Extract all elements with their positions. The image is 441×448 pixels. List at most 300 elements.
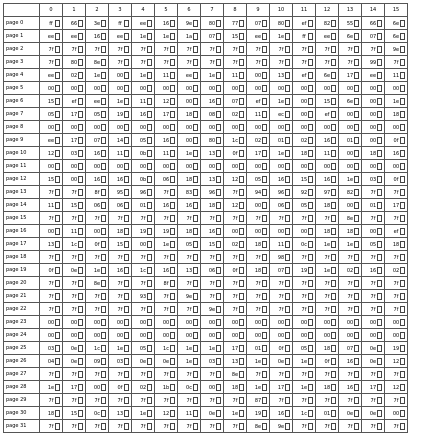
cell-checkbox-icon[interactable] <box>285 319 290 326</box>
byte-cell[interactable] <box>178 251 201 264</box>
cell-checkbox-icon[interactable] <box>239 345 244 352</box>
cell-checkbox-icon[interactable] <box>78 189 83 196</box>
byte-cell[interactable] <box>86 407 109 420</box>
cell-checkbox-icon[interactable] <box>101 46 106 53</box>
cell-checkbox-icon[interactable] <box>377 410 382 417</box>
cell-checkbox-icon[interactable] <box>101 371 106 378</box>
byte-cell[interactable] <box>293 30 316 43</box>
byte-cell[interactable] <box>385 277 408 290</box>
byte-cell[interactable] <box>293 394 316 407</box>
cell-checkbox-icon[interactable] <box>354 137 359 144</box>
cell-checkbox-icon[interactable] <box>216 150 221 157</box>
byte-cell[interactable] <box>201 108 224 121</box>
byte-cell[interactable] <box>40 160 63 173</box>
byte-cell[interactable] <box>86 225 109 238</box>
byte-cell[interactable] <box>316 329 339 342</box>
byte-cell[interactable] <box>270 251 293 264</box>
cell-checkbox-icon[interactable] <box>377 319 382 326</box>
byte-cell[interactable] <box>339 108 362 121</box>
byte-cell[interactable] <box>178 290 201 303</box>
cell-checkbox-icon[interactable] <box>170 163 175 170</box>
byte-cell[interactable] <box>247 251 270 264</box>
cell-checkbox-icon[interactable] <box>78 241 83 248</box>
cell-checkbox-icon[interactable] <box>377 397 382 404</box>
byte-cell[interactable] <box>247 394 270 407</box>
cell-checkbox-icon[interactable] <box>147 20 152 27</box>
cell-checkbox-icon[interactable] <box>147 215 152 222</box>
cell-checkbox-icon[interactable] <box>101 72 106 79</box>
cell-checkbox-icon[interactable] <box>147 332 152 339</box>
cell-checkbox-icon[interactable] <box>331 163 336 170</box>
byte-cell[interactable] <box>201 56 224 69</box>
byte-cell[interactable] <box>316 56 339 69</box>
byte-cell[interactable] <box>339 147 362 160</box>
cell-checkbox-icon[interactable] <box>308 410 313 417</box>
byte-cell[interactable] <box>178 212 201 225</box>
cell-checkbox-icon[interactable] <box>239 150 244 157</box>
cell-checkbox-icon[interactable] <box>78 358 83 365</box>
byte-cell[interactable] <box>86 134 109 147</box>
cell-checkbox-icon[interactable] <box>193 306 198 313</box>
cell-checkbox-icon[interactable] <box>285 46 290 53</box>
cell-checkbox-icon[interactable] <box>170 410 175 417</box>
cell-checkbox-icon[interactable] <box>55 319 60 326</box>
cell-checkbox-icon[interactable] <box>377 33 382 40</box>
byte-cell[interactable] <box>40 225 63 238</box>
cell-checkbox-icon[interactable] <box>170 46 175 53</box>
cell-checkbox-icon[interactable] <box>170 423 175 430</box>
cell-checkbox-icon[interactable] <box>216 241 221 248</box>
cell-checkbox-icon[interactable] <box>193 358 198 365</box>
cell-checkbox-icon[interactable] <box>78 254 83 261</box>
cell-checkbox-icon[interactable] <box>308 163 313 170</box>
byte-cell[interactable] <box>224 342 247 355</box>
cell-checkbox-icon[interactable] <box>331 371 336 378</box>
cell-checkbox-icon[interactable] <box>101 267 106 274</box>
byte-cell[interactable] <box>339 69 362 82</box>
cell-checkbox-icon[interactable] <box>193 215 198 222</box>
byte-cell[interactable] <box>293 160 316 173</box>
byte-cell[interactable] <box>224 420 247 433</box>
byte-cell[interactable] <box>40 407 63 420</box>
byte-cell[interactable] <box>224 43 247 56</box>
cell-checkbox-icon[interactable] <box>216 189 221 196</box>
cell-checkbox-icon[interactable] <box>354 150 359 157</box>
byte-cell[interactable] <box>293 173 316 186</box>
cell-checkbox-icon[interactable] <box>124 384 129 391</box>
byte-cell[interactable] <box>293 407 316 420</box>
byte-cell[interactable] <box>316 173 339 186</box>
byte-cell[interactable] <box>109 69 132 82</box>
byte-cell[interactable] <box>385 30 408 43</box>
cell-checkbox-icon[interactable] <box>331 293 336 300</box>
byte-cell[interactable] <box>109 95 132 108</box>
cell-checkbox-icon[interactable] <box>331 228 336 235</box>
byte-cell[interactable] <box>178 43 201 56</box>
cell-checkbox-icon[interactable] <box>331 202 336 209</box>
cell-checkbox-icon[interactable] <box>124 46 129 53</box>
cell-checkbox-icon[interactable] <box>124 202 129 209</box>
byte-cell[interactable] <box>224 95 247 108</box>
byte-cell[interactable] <box>109 212 132 225</box>
byte-cell[interactable] <box>270 303 293 316</box>
cell-checkbox-icon[interactable] <box>55 410 60 417</box>
byte-cell[interactable] <box>247 277 270 290</box>
byte-cell[interactable] <box>178 82 201 95</box>
cell-checkbox-icon[interactable] <box>331 176 336 183</box>
byte-cell[interactable] <box>86 420 109 433</box>
cell-checkbox-icon[interactable] <box>78 124 83 131</box>
byte-cell[interactable] <box>362 160 385 173</box>
cell-checkbox-icon[interactable] <box>55 46 60 53</box>
byte-cell[interactable] <box>86 121 109 134</box>
byte-cell[interactable] <box>40 199 63 212</box>
cell-checkbox-icon[interactable] <box>400 72 405 79</box>
cell-checkbox-icon[interactable] <box>170 59 175 66</box>
byte-cell[interactable] <box>201 303 224 316</box>
byte-cell[interactable] <box>270 329 293 342</box>
cell-checkbox-icon[interactable] <box>354 111 359 118</box>
byte-cell[interactable] <box>224 251 247 264</box>
byte-cell[interactable] <box>155 17 178 30</box>
cell-checkbox-icon[interactable] <box>170 371 175 378</box>
byte-cell[interactable] <box>224 82 247 95</box>
byte-cell[interactable] <box>339 251 362 264</box>
byte-cell[interactable] <box>132 56 155 69</box>
byte-cell[interactable] <box>178 186 201 199</box>
byte-cell[interactable] <box>293 277 316 290</box>
byte-cell[interactable] <box>224 56 247 69</box>
cell-checkbox-icon[interactable] <box>55 20 60 27</box>
cell-checkbox-icon[interactable] <box>285 124 290 131</box>
cell-checkbox-icon[interactable] <box>216 98 221 105</box>
byte-cell[interactable] <box>270 56 293 69</box>
cell-checkbox-icon[interactable] <box>308 215 313 222</box>
cell-checkbox-icon[interactable] <box>400 371 405 378</box>
byte-cell[interactable] <box>86 95 109 108</box>
byte-cell[interactable] <box>339 43 362 56</box>
byte-cell[interactable] <box>293 290 316 303</box>
cell-checkbox-icon[interactable] <box>101 189 106 196</box>
byte-cell[interactable] <box>40 30 63 43</box>
cell-checkbox-icon[interactable] <box>193 98 198 105</box>
cell-checkbox-icon[interactable] <box>377 293 382 300</box>
byte-cell[interactable] <box>155 368 178 381</box>
byte-cell[interactable] <box>155 212 178 225</box>
byte-cell[interactable] <box>316 342 339 355</box>
cell-checkbox-icon[interactable] <box>285 293 290 300</box>
byte-cell[interactable] <box>201 173 224 186</box>
byte-cell[interactable] <box>385 160 408 173</box>
cell-checkbox-icon[interactable] <box>354 176 359 183</box>
byte-cell[interactable] <box>86 160 109 173</box>
cell-checkbox-icon[interactable] <box>285 150 290 157</box>
cell-checkbox-icon[interactable] <box>308 228 313 235</box>
cell-checkbox-icon[interactable] <box>285 345 290 352</box>
byte-cell[interactable] <box>247 160 270 173</box>
cell-checkbox-icon[interactable] <box>147 267 152 274</box>
byte-cell[interactable] <box>247 407 270 420</box>
cell-checkbox-icon[interactable] <box>331 137 336 144</box>
byte-cell[interactable] <box>270 238 293 251</box>
byte-cell[interactable] <box>132 160 155 173</box>
cell-checkbox-icon[interactable] <box>216 137 221 144</box>
byte-cell[interactable] <box>293 342 316 355</box>
cell-checkbox-icon[interactable] <box>78 163 83 170</box>
byte-cell[interactable] <box>109 368 132 381</box>
byte-cell[interactable] <box>270 264 293 277</box>
cell-checkbox-icon[interactable] <box>239 280 244 287</box>
cell-checkbox-icon[interactable] <box>78 176 83 183</box>
cell-checkbox-icon[interactable] <box>308 85 313 92</box>
cell-checkbox-icon[interactable] <box>331 98 336 105</box>
cell-checkbox-icon[interactable] <box>170 124 175 131</box>
cell-checkbox-icon[interactable] <box>354 72 359 79</box>
byte-cell[interactable] <box>385 121 408 134</box>
byte-cell[interactable] <box>63 394 86 407</box>
cell-checkbox-icon[interactable] <box>193 371 198 378</box>
byte-cell[interactable] <box>155 342 178 355</box>
cell-checkbox-icon[interactable] <box>78 202 83 209</box>
byte-cell[interactable] <box>362 420 385 433</box>
byte-cell[interactable] <box>63 160 86 173</box>
cell-checkbox-icon[interactable] <box>377 228 382 235</box>
cell-checkbox-icon[interactable] <box>193 150 198 157</box>
byte-cell[interactable] <box>109 108 132 121</box>
cell-checkbox-icon[interactable] <box>124 163 129 170</box>
byte-cell[interactable] <box>201 329 224 342</box>
cell-checkbox-icon[interactable] <box>262 163 267 170</box>
byte-cell[interactable] <box>63 82 86 95</box>
cell-checkbox-icon[interactable] <box>400 345 405 352</box>
byte-cell[interactable] <box>316 69 339 82</box>
byte-cell[interactable] <box>40 121 63 134</box>
cell-checkbox-icon[interactable] <box>331 215 336 222</box>
cell-checkbox-icon[interactable] <box>124 124 129 131</box>
cell-checkbox-icon[interactable] <box>124 410 129 417</box>
cell-checkbox-icon[interactable] <box>124 150 129 157</box>
byte-cell[interactable] <box>316 407 339 420</box>
cell-checkbox-icon[interactable] <box>101 202 106 209</box>
cell-checkbox-icon[interactable] <box>400 163 405 170</box>
byte-cell[interactable] <box>155 56 178 69</box>
byte-cell[interactable] <box>63 316 86 329</box>
cell-checkbox-icon[interactable] <box>285 371 290 378</box>
byte-cell[interactable] <box>270 420 293 433</box>
byte-cell[interactable] <box>109 355 132 368</box>
cell-checkbox-icon[interactable] <box>308 423 313 430</box>
cell-checkbox-icon[interactable] <box>170 189 175 196</box>
byte-cell[interactable] <box>201 277 224 290</box>
cell-checkbox-icon[interactable] <box>147 124 152 131</box>
byte-cell[interactable] <box>362 17 385 30</box>
byte-cell[interactable] <box>247 173 270 186</box>
byte-cell[interactable] <box>316 147 339 160</box>
byte-cell[interactable] <box>385 95 408 108</box>
cell-checkbox-icon[interactable] <box>124 280 129 287</box>
byte-cell[interactable] <box>178 56 201 69</box>
byte-cell[interactable] <box>132 394 155 407</box>
byte-cell[interactable] <box>362 95 385 108</box>
cell-checkbox-icon[interactable] <box>377 98 382 105</box>
byte-cell[interactable] <box>362 251 385 264</box>
cell-checkbox-icon[interactable] <box>216 46 221 53</box>
byte-cell[interactable] <box>316 303 339 316</box>
byte-cell[interactable] <box>293 95 316 108</box>
cell-checkbox-icon[interactable] <box>170 358 175 365</box>
byte-cell[interactable] <box>40 355 63 368</box>
cell-checkbox-icon[interactable] <box>400 59 405 66</box>
byte-cell[interactable] <box>316 290 339 303</box>
byte-cell[interactable] <box>339 238 362 251</box>
cell-checkbox-icon[interactable] <box>285 33 290 40</box>
cell-checkbox-icon[interactable] <box>170 85 175 92</box>
byte-cell[interactable] <box>339 160 362 173</box>
cell-checkbox-icon[interactable] <box>239 215 244 222</box>
byte-cell[interactable] <box>247 355 270 368</box>
byte-cell[interactable] <box>109 225 132 238</box>
cell-checkbox-icon[interactable] <box>101 85 106 92</box>
cell-checkbox-icon[interactable] <box>308 332 313 339</box>
cell-checkbox-icon[interactable] <box>239 371 244 378</box>
cell-checkbox-icon[interactable] <box>308 111 313 118</box>
byte-cell[interactable] <box>362 56 385 69</box>
byte-cell[interactable] <box>362 173 385 186</box>
cell-checkbox-icon[interactable] <box>377 137 382 144</box>
cell-checkbox-icon[interactable] <box>377 332 382 339</box>
cell-checkbox-icon[interactable] <box>216 319 221 326</box>
cell-checkbox-icon[interactable] <box>216 85 221 92</box>
byte-cell[interactable] <box>63 95 86 108</box>
cell-checkbox-icon[interactable] <box>354 163 359 170</box>
cell-checkbox-icon[interactable] <box>216 176 221 183</box>
cell-checkbox-icon[interactable] <box>285 189 290 196</box>
cell-checkbox-icon[interactable] <box>239 267 244 274</box>
byte-cell[interactable] <box>293 56 316 69</box>
cell-checkbox-icon[interactable] <box>101 137 106 144</box>
cell-checkbox-icon[interactable] <box>193 20 198 27</box>
byte-cell[interactable] <box>385 342 408 355</box>
byte-cell[interactable] <box>63 30 86 43</box>
cell-checkbox-icon[interactable] <box>78 332 83 339</box>
byte-cell[interactable] <box>109 56 132 69</box>
cell-checkbox-icon[interactable] <box>285 176 290 183</box>
cell-checkbox-icon[interactable] <box>400 280 405 287</box>
byte-cell[interactable] <box>40 290 63 303</box>
byte-cell[interactable] <box>385 303 408 316</box>
cell-checkbox-icon[interactable] <box>78 410 83 417</box>
byte-cell[interactable] <box>339 225 362 238</box>
byte-cell[interactable] <box>132 17 155 30</box>
cell-checkbox-icon[interactable] <box>400 137 405 144</box>
cell-checkbox-icon[interactable] <box>400 254 405 261</box>
cell-checkbox-icon[interactable] <box>331 280 336 287</box>
byte-cell[interactable] <box>270 355 293 368</box>
cell-checkbox-icon[interactable] <box>239 410 244 417</box>
byte-cell[interactable] <box>40 342 63 355</box>
byte-cell[interactable] <box>293 225 316 238</box>
cell-checkbox-icon[interactable] <box>101 397 106 404</box>
byte-cell[interactable] <box>109 30 132 43</box>
byte-cell[interactable] <box>339 368 362 381</box>
cell-checkbox-icon[interactable] <box>124 241 129 248</box>
cell-checkbox-icon[interactable] <box>78 46 83 53</box>
cell-checkbox-icon[interactable] <box>262 111 267 118</box>
cell-checkbox-icon[interactable] <box>193 163 198 170</box>
byte-cell[interactable] <box>385 290 408 303</box>
byte-cell[interactable] <box>247 212 270 225</box>
byte-cell[interactable] <box>132 212 155 225</box>
cell-checkbox-icon[interactable] <box>216 163 221 170</box>
byte-cell[interactable] <box>339 342 362 355</box>
byte-cell[interactable] <box>155 199 178 212</box>
cell-checkbox-icon[interactable] <box>377 241 382 248</box>
cell-checkbox-icon[interactable] <box>170 293 175 300</box>
cell-checkbox-icon[interactable] <box>377 111 382 118</box>
byte-cell[interactable] <box>86 82 109 95</box>
byte-cell[interactable] <box>40 212 63 225</box>
byte-cell[interactable] <box>86 342 109 355</box>
byte-cell[interactable] <box>247 368 270 381</box>
cell-checkbox-icon[interactable] <box>285 228 290 235</box>
byte-cell[interactable] <box>109 329 132 342</box>
byte-cell[interactable] <box>247 95 270 108</box>
byte-cell[interactable] <box>362 264 385 277</box>
cell-checkbox-icon[interactable] <box>239 46 244 53</box>
cell-checkbox-icon[interactable] <box>239 319 244 326</box>
cell-checkbox-icon[interactable] <box>101 306 106 313</box>
cell-checkbox-icon[interactable] <box>262 150 267 157</box>
cell-checkbox-icon[interactable] <box>216 423 221 430</box>
cell-checkbox-icon[interactable] <box>101 241 106 248</box>
byte-cell[interactable] <box>339 394 362 407</box>
byte-cell[interactable] <box>86 238 109 251</box>
byte-cell[interactable] <box>40 238 63 251</box>
byte-cell[interactable] <box>178 147 201 160</box>
cell-checkbox-icon[interactable] <box>331 150 336 157</box>
byte-cell[interactable] <box>109 199 132 212</box>
byte-cell[interactable] <box>40 251 63 264</box>
cell-checkbox-icon[interactable] <box>147 241 152 248</box>
byte-cell[interactable] <box>362 134 385 147</box>
byte-cell[interactable] <box>201 43 224 56</box>
byte-cell[interactable] <box>316 43 339 56</box>
byte-cell[interactable] <box>155 160 178 173</box>
cell-checkbox-icon[interactable] <box>354 267 359 274</box>
byte-cell[interactable] <box>155 238 178 251</box>
cell-checkbox-icon[interactable] <box>354 189 359 196</box>
byte-cell[interactable] <box>155 420 178 433</box>
cell-checkbox-icon[interactable] <box>262 85 267 92</box>
byte-cell[interactable] <box>293 212 316 225</box>
cell-checkbox-icon[interactable] <box>400 358 405 365</box>
byte-cell[interactable] <box>132 381 155 394</box>
cell-checkbox-icon[interactable] <box>170 397 175 404</box>
cell-checkbox-icon[interactable] <box>308 397 313 404</box>
cell-checkbox-icon[interactable] <box>262 332 267 339</box>
cell-checkbox-icon[interactable] <box>170 241 175 248</box>
byte-cell[interactable] <box>132 264 155 277</box>
byte-cell[interactable] <box>385 238 408 251</box>
byte-cell[interactable] <box>362 30 385 43</box>
cell-checkbox-icon[interactable] <box>331 241 336 248</box>
byte-cell[interactable] <box>109 17 132 30</box>
cell-checkbox-icon[interactable] <box>400 397 405 404</box>
byte-cell[interactable] <box>201 342 224 355</box>
byte-cell[interactable] <box>224 329 247 342</box>
cell-checkbox-icon[interactable] <box>193 85 198 92</box>
cell-checkbox-icon[interactable] <box>147 319 152 326</box>
